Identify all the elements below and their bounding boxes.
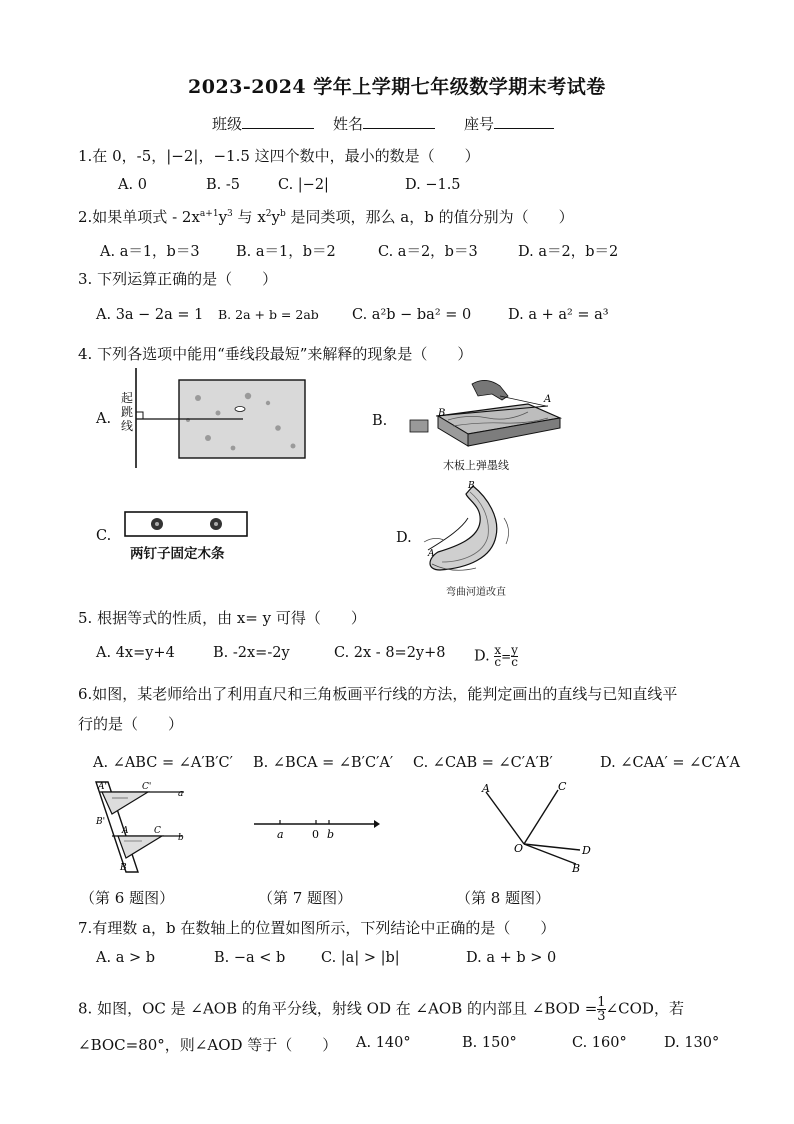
svg-text:C: C [558,780,567,793]
q1-option-b[interactable]: B. -5 [206,177,240,193]
q6-stem-line1: 6.如图，某老师给出了利用直尺和三角板画平行线的方法，能判定画出的直线与已知直线平 [78,685,678,703]
figure-7 [250,814,380,842]
svg-text:A': A' [98,782,107,792]
name-label: 姓名 [333,115,364,133]
q8-option-a[interactable]: A. 140° [356,1035,411,1051]
q4-stem: 4. 下列各选项中能用“垂线段最短”来解释的现象是（ ） [78,345,473,363]
page-title: 2023-2024 学年上学期七年级数学期末考试卷 [188,76,606,98]
seat-field[interactable] [464,113,554,134]
q4-label-d[interactable]: D. [396,530,412,546]
q2-option-a[interactable]: A. a＝1，b＝3 [100,244,200,260]
q8-stem-line2: ∠BOC=80°，则∠AOD 等于（ ） [78,1036,338,1054]
svg-text:D: D [582,844,591,857]
q5-option-b[interactable]: B. -2x=-2y [213,645,290,661]
q5-option-a[interactable]: A. 4x=y+4 [96,645,175,661]
name-field[interactable] [333,113,435,134]
wood-strip-figure [124,510,249,540]
river-point-b: B [468,481,475,491]
svg-text:C': C' [142,782,152,792]
river-figure [418,478,528,582]
ruler-triangle-figure [82,778,192,874]
q4-label-a[interactable]: A. [96,411,112,427]
q6-option-a[interactable]: A. ∠ABC = ∠A′B′C′ [93,755,233,771]
q8-stem: 8. 如图，OC 是 ∠AOB 的角平分线，射线 OD 在 ∠AOB 的内部且 ∠BOD = $\frac{1}{3}$ ∠COD，若 [78,995,684,1024]
q2-option-c[interactable]: C. a＝2，b＝3 [378,244,478,260]
q8-option-b[interactable]: B. 150° [462,1035,517,1051]
q5-d-fraction-left: $\frac{x}{c}$ [494,643,502,669]
q3-option-c[interactable]: C. a²b − ba² = 0 [352,307,472,323]
figure-6 [82,778,192,874]
q4-d-caption: 弯曲河道改直 [446,587,506,598]
svg-text:0: 0 [312,828,319,841]
q2-option-d[interactable]: D. a＝2，b＝2 [518,244,619,260]
figure-8-caption: （第 8 题图） [456,889,551,907]
svg-text:A: A [122,826,129,836]
q4-figure-b [408,376,568,456]
q1-option-a[interactable]: A. 0 [118,177,147,193]
q4-c-caption: 两钉子固定木条 [130,546,225,562]
long-jump-figure [118,368,310,468]
point-a-label: A [544,394,552,405]
q4-figure-d [418,478,528,582]
q6-option-c[interactable]: C. ∠CAB = ∠C′A′B′ [413,755,553,771]
q7-stem: 7.有理数 a，b 在数轴上的位置如图所示，下列结论中正确的是（ ） [78,919,556,937]
svg-text:B: B [572,862,581,874]
figure-6-caption: （第 6 题图） [80,889,175,907]
q1-option-c[interactable]: C. |−2| [278,177,329,193]
wood-board-figure [408,376,568,456]
q1-option-d[interactable]: D. −1.5 [405,177,461,193]
q6-option-d[interactable]: D. ∠CAA′ = ∠C′A′A [600,755,740,771]
class-blank[interactable] [242,114,314,129]
q3-option-d[interactable]: D. a + a² = a³ [508,307,609,323]
q4-figure-c [124,510,249,540]
name-blank[interactable] [363,114,435,129]
q4-figure-a [118,368,310,468]
q7-option-a[interactable]: A. a > b [96,950,155,966]
q8-option-d[interactable]: D. 130° [664,1035,720,1051]
svg-text:B': B' [96,817,106,827]
class-field[interactable] [212,113,314,134]
svg-text:a: a [277,828,284,841]
q8-fraction: $\frac{1}{3}$ [597,995,606,1024]
seat-label: 座号 [464,115,495,133]
q5-option-d[interactable]: D. $\frac{x}{c}$ = $\frac{y}{c}$ [474,643,518,669]
svg-text:b: b [178,833,184,843]
q3-option-a[interactable]: A. 3a − 2a = 1 [96,307,204,323]
river-point-a: A [428,549,435,559]
q3-option-b[interactable]: B. 2a + b = 2ab [218,307,319,322]
q7-option-b[interactable]: B. −a < b [214,950,286,966]
figure-7-caption: （第 7 题图） [258,889,353,907]
q7-option-c[interactable]: C. |a| > |b| [321,950,400,966]
q2-option-b[interactable]: B. a＝1，b＝2 [236,244,336,260]
q5-stem: 5. 根据等式的性质，由 x= y 可得（ ） [78,609,366,627]
q4-b-caption: 木板上弹墨线 [443,459,509,472]
q5-d-fraction-right: $\frac{y}{c}$ [511,643,518,669]
angle-figure [474,778,604,874]
q7-option-d[interactable]: D. a + b > 0 [466,950,557,966]
q4-label-c[interactable]: C. [96,528,112,544]
seat-blank[interactable] [494,114,554,129]
svg-text:a: a [178,789,184,799]
q6-stem-line2: 行的是（ ） [78,715,184,733]
q4-label-b[interactable]: B. [372,413,388,429]
q5-option-c[interactable]: C. 2x - 8=2y+8 [334,645,446,661]
q1-stem: 1.在 0，-5，|−2|，−1.5 这四个数中，最小的数是（ ） [78,147,480,165]
class-label: 班级 [212,115,243,133]
svg-text:C: C [154,826,161,836]
svg-text:A: A [482,782,490,795]
number-line-figure [250,814,380,842]
q6-option-b[interactable]: B. ∠BCA = ∠B′C′A′ [253,755,394,771]
svg-text:b: b [327,828,335,841]
svg-text:B: B [120,863,127,873]
point-b-label: B [438,408,446,419]
jump-line-label: 起 跳 线 [121,391,134,433]
svg-text:O: O [514,842,524,855]
figure-8 [474,778,604,874]
q8-option-c[interactable]: C. 160° [572,1035,627,1051]
q3-stem: 3. 下列运算正确的是（ ） [78,270,278,288]
q2-stem: 2.如果单项式 - $2x^{a+1}y^3$ 与 $x^2y^b$ 是同类项，那么 a，b 的值分别为（ ） [78,208,574,226]
